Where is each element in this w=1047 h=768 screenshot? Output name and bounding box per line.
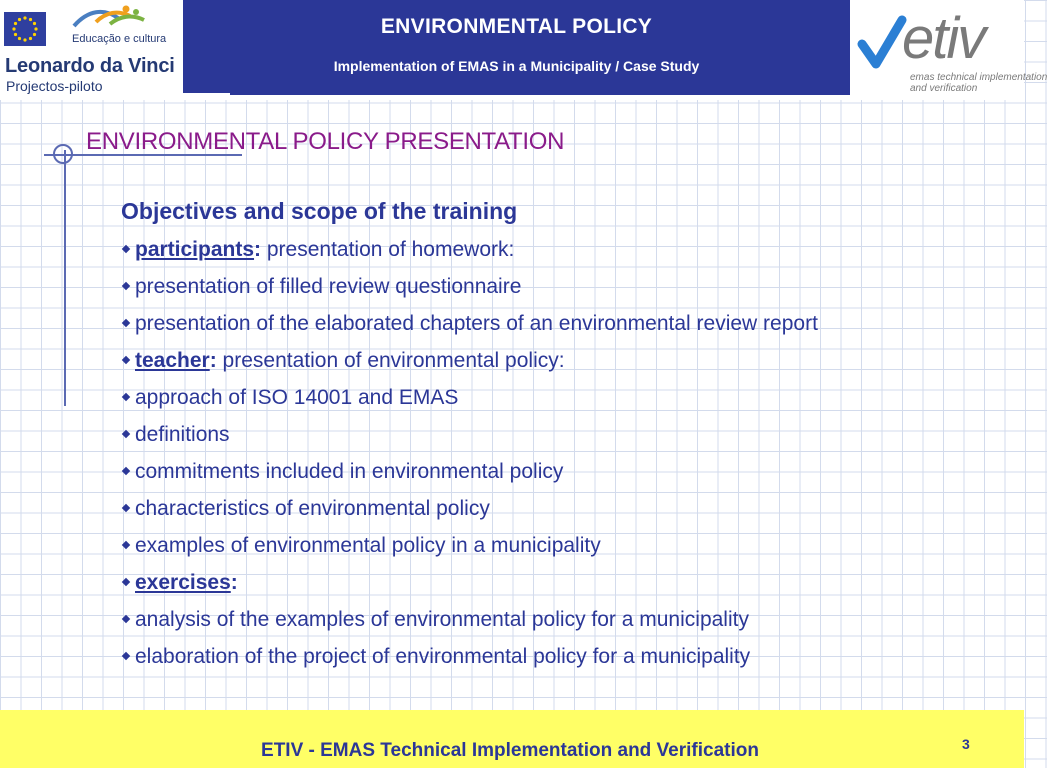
bullet-text: approach of ISO 14001 and EMAS [135,386,459,409]
leonardo-da-vinci-logo [0,0,182,100]
bullet-text: commitments included in environmental policy [135,460,564,483]
header [0,0,1047,100]
diamond-bullet-icon [122,652,130,660]
diamond-bullet-icon [122,504,130,512]
diamond-bullet-icon [122,245,130,253]
footer-text [0,740,1024,762]
bullet-keyword: exercises [135,571,231,594]
diamond-bullet-icon [122,467,130,475]
list-item [123,272,818,309]
list-item [123,457,818,494]
bullet-text: definitions [135,423,230,446]
bullet-list [123,235,818,679]
list-item [123,420,818,457]
diamond-bullet-icon [122,615,130,623]
list-item: exercises: [123,568,818,605]
eu-flag-icon [4,12,46,46]
edu-culture-label: Educação e cultura [72,33,167,45]
diamond-bullet-icon [122,430,130,438]
bullet-text: presentation of the elaborated chapters of an environmental review report [135,312,818,335]
diamond-bullet-icon [122,578,130,586]
footer [0,710,1024,768]
diamond-bullet-icon [122,282,130,290]
slide-header-title: ENVIRONMENTAL POLICY [380,15,653,38]
program-title: Leonardo da Vinci [5,55,175,77]
list-item [123,531,818,568]
bullet-text: analysis of the examples of environmental policy for a municipality [135,608,749,631]
section-title: ENVIRONMENTAL POLICY PRESENTATION [86,128,565,155]
etiv-wordmark: etiv [902,6,985,71]
checkmark-icon [858,16,906,77]
decor-circle [53,144,73,164]
program-subtitle: Projectos-piloto [6,78,103,94]
bullet-text: characteristics of environmental policy [135,497,490,520]
diamond-bullet-icon [122,541,130,549]
list-item: teacher: presentation of environmental policy: [123,346,818,383]
etiv-logo [852,0,1047,100]
list-item [123,605,818,642]
bullet-keyword: participants [135,238,255,261]
diamond-bullet-icon [122,393,130,401]
bullet-text: presentation of environmental policy: [216,349,565,372]
objectives-title: Objectives and scope of the training [121,198,518,224]
bullet-text: presentation of filled review questionnaire [135,275,522,298]
etiv-tagline-2: and verification [910,83,978,94]
list-item: participants: presentation of homework: [123,235,818,272]
diamond-bullet-icon [122,356,130,364]
footer-label: ETIV - EMAS Technical Implementation and Verification [261,740,759,761]
list-item [123,383,818,420]
bullet-text: presentation of homework: [261,238,515,261]
decor-vertical-line [64,150,66,406]
slide-header-subtitle: Implementation of EMAS in a Municipality / Case Study [333,58,700,74]
list-item [123,494,818,531]
etiv-tagline-1: emas technical implementation [910,72,1047,83]
education-culture-logo-icon [66,2,176,32]
title-band [183,0,850,93]
list-item [123,642,818,679]
bullet-text: elaboration of the project of environmental policy for a municipality [135,645,751,668]
diamond-bullet-icon [122,319,130,327]
page-number: 3 [962,736,970,752]
list-item [123,309,818,346]
bullet-keyword: teacher [135,349,210,372]
title-band-rule [230,93,850,95]
bullet-text: examples of environmental policy in a municipality [135,534,601,557]
